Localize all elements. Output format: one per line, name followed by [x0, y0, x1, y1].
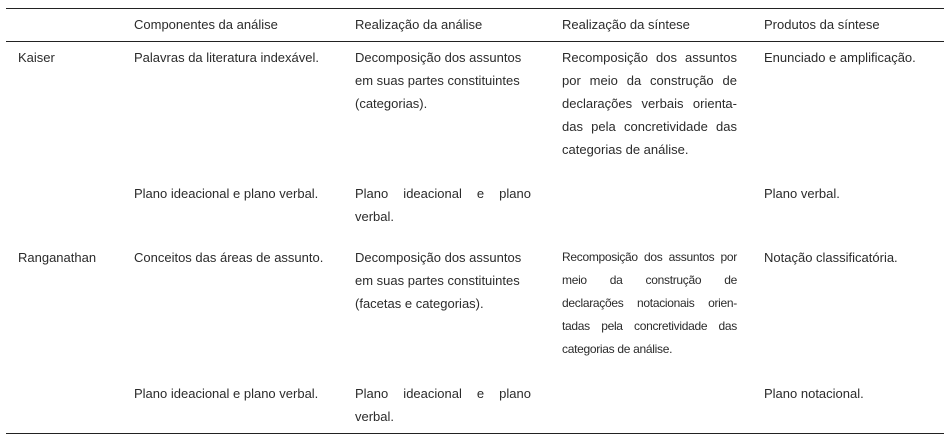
row-products: Enunciado e amplificação. [764, 50, 916, 65]
row-analysis: Decomposição dos assuntos em suas partes constituintes (facetas e categorias). [355, 250, 522, 311]
row-products: Plano notacional. [764, 386, 864, 401]
row-author: Ranganathan [18, 250, 97, 265]
row-components: Plano ideacional e plano verbal. [134, 186, 319, 201]
row-products: Plano verbal. [764, 186, 840, 201]
table-bottom-rule [6, 433, 944, 434]
row-synthesis: Recomposição dos assuntos por meio da construção de declarações notacionais orien-tadas pela concretividade das categorias de análise. [562, 250, 737, 356]
row-components: Conceitos das áreas de assunto. [134, 250, 324, 265]
row-analysis: Plano ideacional e plano verbal. [355, 186, 531, 224]
row-analysis: Decomposição dos assuntos em suas partes constituintes (categorias). [355, 50, 522, 111]
header-rule [6, 41, 944, 42]
header-synthesis-products: Produtos da síntese [764, 17, 880, 32]
header-components: Componentes da análise [134, 17, 278, 32]
row-components: Palavras da literatura indexável. [134, 50, 319, 65]
header-analysis-realization: Realização da análise [355, 17, 483, 32]
header-synthesis-realization: Realização da síntese [562, 17, 690, 32]
table-top-rule [6, 8, 944, 9]
row-analysis: Plano ideacional e plano verbal. [355, 386, 531, 424]
row-synthesis: Recomposição dos assuntos por meio da construção de declarações verbais orienta-das pela concretividade das categorias de análise. [562, 50, 737, 157]
row-author: Kaiser [18, 50, 55, 65]
row-components: Plano ideacional e plano verbal. [134, 386, 319, 401]
row-products: Notação classificatória. [764, 250, 898, 265]
